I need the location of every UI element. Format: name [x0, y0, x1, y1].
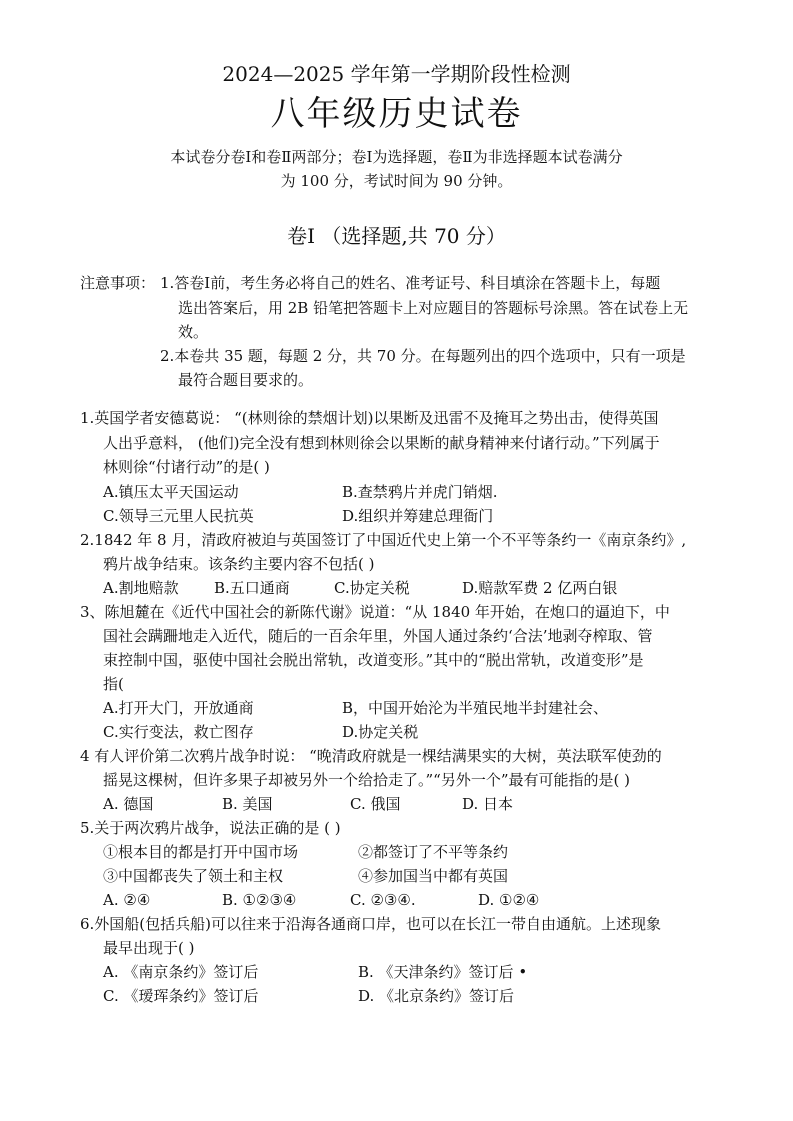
q4-option-d: D. 日本	[462, 795, 514, 813]
q1-option-c: C.领导三元里人民抗英	[103, 507, 254, 525]
q1-option-d: D.组织并筹建总理衙门	[342, 507, 494, 525]
q3-stem-line-1: 3、陈旭麓在《近代中国社会的新陈代谢》说道：“从 1840 年开始，在炮口的逼迫下，中	[80, 603, 670, 621]
q2-stem-line-2: 鸦片战争结束。该条约主要内容不包括( )	[103, 555, 375, 573]
q5-option-d: D. ①②④	[478, 891, 540, 909]
q2-option-b: B.五口通商	[214, 579, 290, 597]
q6-option-b: B. 《天津条约》签订后 •	[358, 963, 528, 981]
q6-option-d: D. 《北京条约》签订后	[358, 987, 515, 1005]
q6-option-a: A. 《南京条约》签订后	[103, 963, 259, 981]
q1-stem-line-3: 林则徐“付诸行动”的是( )	[103, 458, 270, 476]
q1-stem-line-2: 人出乎意料， (他们)完全没有想到林则徐会以果断的献身精神来付诸行动。”下列属于	[103, 434, 660, 452]
q6-option-c: C. 《瑷珲条约》签订后	[103, 987, 259, 1005]
q5-option-a: A. ②④	[103, 891, 151, 909]
q3-stem-line-2: 国社会蹒跚地走入近代，随后的一百余年里，外国人通过条约‘合法’地剥夺榨取、管	[103, 627, 653, 645]
q1-option-a: A.镇压太平天国运动	[103, 483, 239, 501]
intro-line-1: 本试卷分卷Ⅰ和卷Ⅱ两部分；卷Ⅰ为选择题，卷Ⅱ为非选择题本试卷满分	[170, 148, 623, 166]
q5-statement-2: ②都签订了不平等条约	[358, 843, 509, 861]
q4-stem-line-2: 摇晃这棵树，但许多果子却被另外一个给拾走了。”“另外一个”最有可能指的是( )	[103, 771, 630, 789]
q6-stem-line-1: 6.外国船(包括兵船)可以往来于沿海各通商口岸，也可以在长江一带自由通航。上述现象	[80, 915, 662, 933]
page-title: 八年级历史试卷	[270, 94, 523, 134]
q3-stem-line-4: 指(	[103, 675, 124, 693]
q3-option-d: D.协定关税	[342, 723, 419, 741]
q5-statement-4: ④参加国当中都有英国	[358, 867, 509, 885]
q3-stem-line-3: 束控制中国，驱使中国社会脱出常轨，改道变形。”其中的“脱出常轨，改道变形”是	[103, 651, 644, 669]
q2-option-d: D.赔款军费 2 亿两白银	[462, 579, 618, 597]
note-1-line-1: 1.答卷Ⅰ前，考生务必将自己的姓名、准考证号、科目填涂在答题卡上，每题	[160, 274, 661, 292]
note-2-line-1: 2.本卷共 35 题，每题 2 分，共 70 分。在每题列出的四个选项中，只有一项是	[160, 347, 686, 365]
intro-line-2: 为 100 分，考试时间为 90 分钟。	[280, 172, 513, 190]
q3-option-c: C.实行变法，救亡图存	[103, 723, 254, 741]
q5-option-c: C. ②③④.	[350, 891, 416, 909]
section-title: 卷Ⅰ （选择题,共 70 分）	[287, 224, 506, 248]
q4-option-b: B. 美国	[222, 795, 273, 813]
q1-option-b: B.查禁鸦片并虎门销烟.	[342, 483, 498, 501]
q5-statement-3: ③中国都丧失了领土和主权	[103, 867, 284, 885]
q6-stem-line-2: 最早出现于( )	[103, 939, 195, 957]
q5-stem-line-1: 5.关于两次鸦片战争，说法正确的是 ( )	[80, 819, 341, 837]
q2-option-a: A.割地赔款	[103, 579, 179, 597]
q1-stem-line-1: 1.英国学者安德葛说： “(林则徐的禁烟计划)以果断及迅雷不及掩耳之势出击，使得英国	[80, 409, 659, 427]
note-2-line-2: 最符合题目要求的。	[178, 371, 314, 389]
q2-option-c: C.协定关税	[334, 579, 410, 597]
q3-option-b: B，中国开始沦为半殖民地半封建社会、	[342, 699, 609, 717]
q4-stem-line-1: 4 有人评价第二次鸦片战争时说： “晚清政府就是一棵结满果实的大树，英法联军使劲的	[80, 747, 662, 765]
exam-line: 2024—2025 学年第一学期阶段性检测	[222, 62, 571, 86]
notes-label: 注意事项：	[80, 274, 156, 292]
q4-option-c: C. 俄国	[350, 795, 401, 813]
note-1-line-3: 效。	[178, 323, 209, 341]
q2-stem-line-1: 2.1842 年 8 月，清政府被迫与英国签订了中国近代史上第一个不平等条约一《南京条约》,	[80, 531, 687, 549]
q5-statement-1: ①根本目的都是打开中国市场	[103, 843, 299, 861]
note-1-line-2: 选出答案后，用 2B 铅笔把答题卡上对应题目的答题标号涂黑。答在试卷上无	[178, 299, 689, 317]
q4-option-a: A. 德国	[103, 795, 154, 813]
q3-option-a: A.打开大门，开放通商	[103, 699, 254, 717]
q5-option-b: B. ①②③④	[222, 891, 297, 909]
